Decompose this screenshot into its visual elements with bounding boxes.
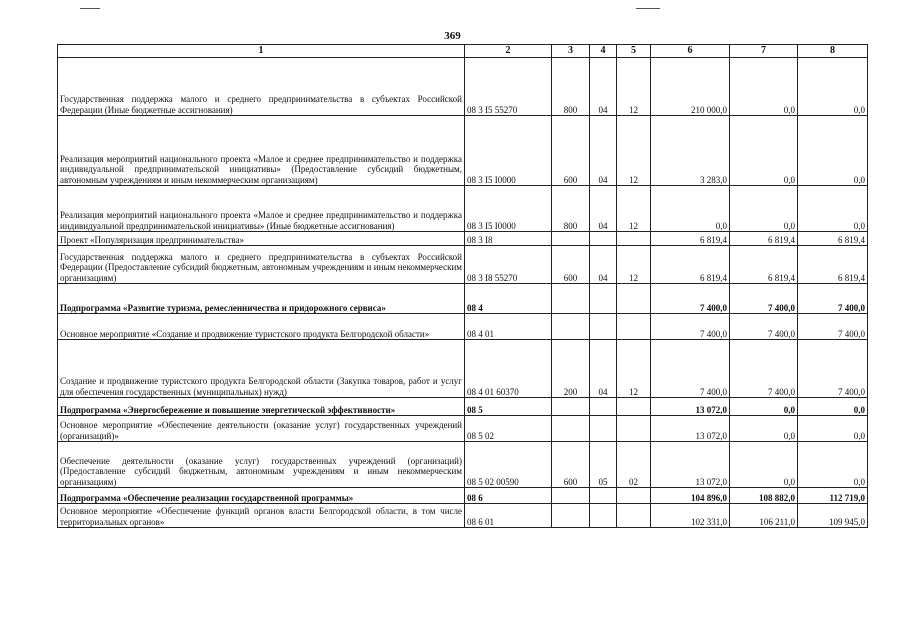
table-row (58, 442, 868, 488)
row-section (590, 488, 617, 504)
table-row (58, 232, 868, 246)
table-row (58, 398, 868, 416)
row-amount-col6: 3 283,0 (651, 116, 730, 186)
row-code: 08 3 I5 55270 (465, 58, 552, 116)
row-amount-col6: 6 819,4 (651, 246, 730, 284)
column-header: 8 (798, 45, 868, 58)
row-amount-col8: 112 719,0 (798, 488, 868, 504)
row-amount-col8: 0,0 (798, 58, 868, 116)
row-amount-col8: 6 819,4 (798, 232, 868, 246)
row-section: 04 (590, 116, 617, 186)
row-amount-col8: 0,0 (798, 116, 868, 186)
page-number: 369 (444, 30, 461, 42)
table-row (58, 314, 868, 340)
row-expense-type (552, 284, 590, 314)
table-row (58, 504, 868, 528)
row-code: 08 4 (465, 284, 552, 314)
row-amount-col7: 7 400,0 (730, 284, 798, 314)
row-name: Основное мероприятие «Создание и продвижение туристского продукта Белгородской области» (58, 314, 465, 340)
row-amount-col7: 6 819,4 (730, 246, 798, 284)
row-subsection (617, 232, 651, 246)
table-row (58, 246, 868, 284)
scan-mark-top-left (80, 8, 100, 9)
row-code: 08 5 02 00590 (465, 442, 552, 488)
row-section (590, 416, 617, 442)
column-header: 3 (552, 45, 590, 58)
row-amount-col8: 109 945,0 (798, 504, 868, 528)
row-section (590, 232, 617, 246)
row-name: Реализация мероприятий национального проекта «Малое и среднее предпринимательство и поддержка индивидуальной предпринимательской инициативы» (Иные бюджетные ассигнования) (58, 186, 465, 232)
row-name: Подпрограмма «Развитие туризма, ремесленничества и придорожного сервиса» (58, 284, 465, 314)
row-name: Основное мероприятие «Обеспечение деятельности (оказание услуг) государственных учреждений (организаций)» (58, 416, 465, 442)
row-section: 04 (590, 186, 617, 232)
row-name: Основное мероприятие «Обеспечение функций органов власти Белгородской области, в том числе территориальных органов» (58, 504, 465, 528)
row-code: 08 3 I8 55270 (465, 246, 552, 284)
row-name: Проект «Популяризация предпринимательства» (58, 232, 465, 246)
row-section: 04 (590, 340, 617, 398)
row-expense-type (552, 416, 590, 442)
table-row (58, 284, 868, 314)
row-section: 04 (590, 246, 617, 284)
table-row (58, 186, 868, 232)
row-expense-type: 600 (552, 246, 590, 284)
row-section: 05 (590, 442, 617, 488)
row-amount-col8: 0,0 (798, 186, 868, 232)
table-row (58, 340, 868, 398)
row-code: 08 6 01 (465, 504, 552, 528)
row-subsection: 02 (617, 442, 651, 488)
row-name: Реализация мероприятий национального проекта «Малое и среднее предпринимательство и поддержка индивидуальной предпринимательской инициативы» (Предоставление субсидий бюджетным, автономным учреждениям и иным некоммерческим организациям) (58, 116, 465, 186)
row-code: 08 4 01 (465, 314, 552, 340)
row-amount-col7: 7 400,0 (730, 314, 798, 340)
row-amount-col8: 0,0 (798, 442, 868, 488)
row-amount-col6: 13 072,0 (651, 416, 730, 442)
row-amount-col8: 0,0 (798, 416, 868, 442)
row-amount-col7: 0,0 (730, 442, 798, 488)
row-amount-col7: 0,0 (730, 398, 798, 416)
row-section (590, 284, 617, 314)
row-amount-col6: 210 000,0 (651, 58, 730, 116)
row-expense-type (552, 504, 590, 528)
scan-mark-top-right (636, 8, 660, 9)
row-amount-col8: 0,0 (798, 398, 868, 416)
column-header: 2 (465, 45, 552, 58)
row-subsection: 12 (617, 340, 651, 398)
row-code: 08 3 I8 (465, 232, 552, 246)
row-subsection: 12 (617, 116, 651, 186)
row-amount-col6: 0,0 (651, 186, 730, 232)
row-expense-type: 800 (552, 58, 590, 116)
row-amount-col6: 7 400,0 (651, 340, 730, 398)
column-header: 6 (651, 45, 730, 58)
row-expense-type (552, 398, 590, 416)
table-row (58, 416, 868, 442)
row-subsection (617, 416, 651, 442)
row-amount-col7: 0,0 (730, 186, 798, 232)
row-expense-type: 600 (552, 116, 590, 186)
row-section (590, 398, 617, 416)
row-expense-type: 600 (552, 442, 590, 488)
row-amount-col8: 7 400,0 (798, 314, 868, 340)
row-code: 08 5 (465, 398, 552, 416)
row-amount-col7: 106 211,0 (730, 504, 798, 528)
row-code: 08 3 I5 I0000 (465, 186, 552, 232)
row-name: Государственная поддержка малого и среднего предпринимательства в субъектах Российской Федерации (Иные бюджетные ассигнования) (58, 58, 465, 116)
column-header: 4 (590, 45, 617, 58)
table-row (58, 488, 868, 504)
row-amount-col6: 7 400,0 (651, 284, 730, 314)
row-amount-col7: 7 400,0 (730, 340, 798, 398)
row-code: 08 3 I5 I0000 (465, 116, 552, 186)
row-code: 08 5 02 (465, 416, 552, 442)
row-amount-col6: 13 072,0 (651, 442, 730, 488)
column-header: 1 (58, 45, 465, 58)
row-expense-type: 800 (552, 186, 590, 232)
row-subsection: 12 (617, 58, 651, 116)
row-amount-col6: 102 331,0 (651, 504, 730, 528)
row-name: Подпрограмма «Энергосбережение и повышение энергетической эффективности» (58, 398, 465, 416)
row-subsection (617, 398, 651, 416)
row-amount-col7: 0,0 (730, 116, 798, 186)
row-amount-col7: 6 819,4 (730, 232, 798, 246)
row-amount-col8: 6 819,4 (798, 246, 868, 284)
row-name: Обеспечение деятельности (оказание услуг) государственных учреждений (организаций) (Предоставление субсидий бюджетным, автономным учреждениям и иным некоммерческим организациям) (58, 442, 465, 488)
row-section (590, 314, 617, 340)
row-subsection (617, 284, 651, 314)
row-name: Государственная поддержка малого и среднего предпринимательства в субъектах Российской Федерации (Предоставление субсидий бюджетным, автономным учреждениям и иным некоммерческим организациям) (58, 246, 465, 284)
row-amount-col7: 0,0 (730, 416, 798, 442)
row-amount-col8: 7 400,0 (798, 284, 868, 314)
table-row (58, 58, 868, 116)
row-amount-col6: 7 400,0 (651, 314, 730, 340)
row-expense-type (552, 232, 590, 246)
row-subsection (617, 488, 651, 504)
row-code: 08 4 01 60370 (465, 340, 552, 398)
column-header: 5 (617, 45, 651, 58)
row-expense-type: 200 (552, 340, 590, 398)
row-amount-col6: 13 072,0 (651, 398, 730, 416)
row-section (590, 504, 617, 528)
budget-table (57, 44, 868, 528)
row-amount-col6: 104 896,0 (651, 488, 730, 504)
table-row (58, 116, 868, 186)
row-code: 08 6 (465, 488, 552, 504)
row-name: Создание и продвижение туристского продукта Белгородской области (Закупка товаров, работ и услуг для обеспечения государственных (муниципальных) нужд) (58, 340, 465, 398)
row-name: Подпрограмма «Обеспечение реализации государственной программы» (58, 488, 465, 504)
row-expense-type (552, 488, 590, 504)
row-amount-col7: 0,0 (730, 58, 798, 116)
table-header-row (58, 45, 868, 58)
column-header: 7 (730, 45, 798, 58)
row-subsection (617, 314, 651, 340)
row-subsection: 12 (617, 186, 651, 232)
row-amount-col7: 108 882,0 (730, 488, 798, 504)
row-expense-type (552, 314, 590, 340)
row-amount-col6: 6 819,4 (651, 232, 730, 246)
row-amount-col8: 7 400,0 (798, 340, 868, 398)
row-subsection: 12 (617, 246, 651, 284)
row-section: 04 (590, 58, 617, 116)
row-subsection (617, 504, 651, 528)
